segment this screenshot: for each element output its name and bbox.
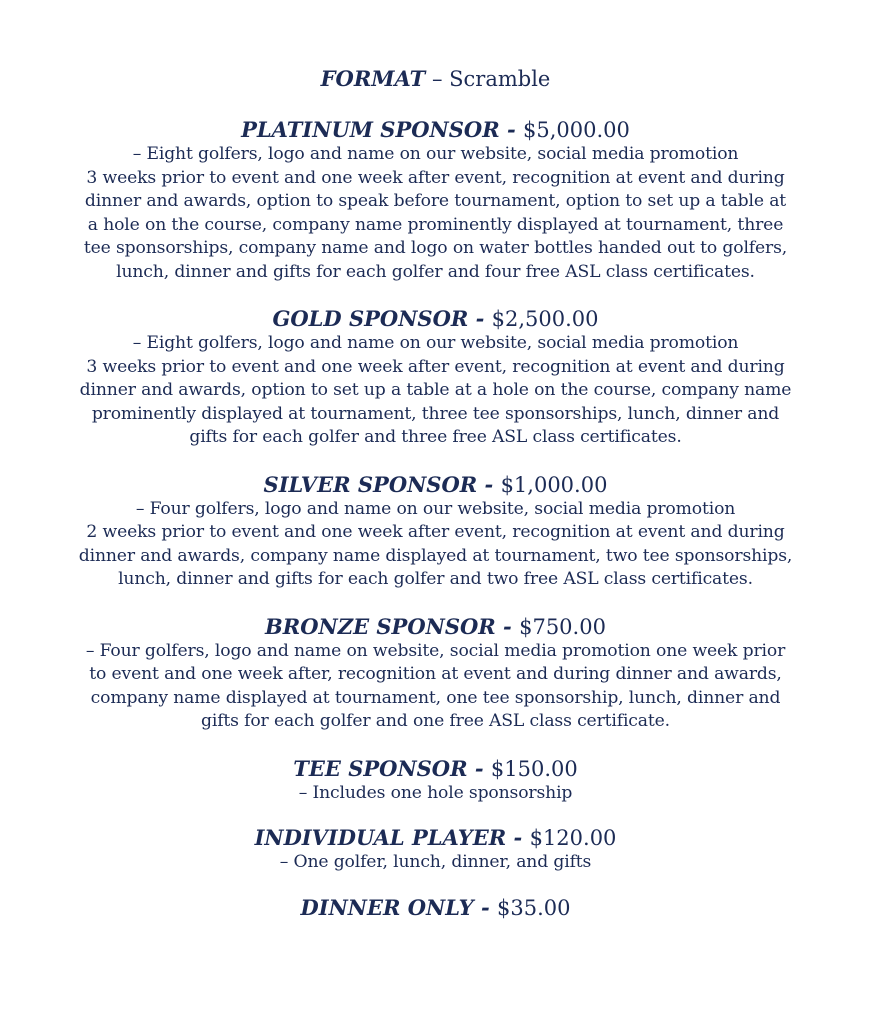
platinum-sponsor-title: PLATINUM SPONSOR (241, 117, 500, 142)
individual-player-heading (36, 825, 835, 851)
format-separator: – (425, 67, 450, 91)
bronze-sponsor-title: BRONZE SPONSOR (265, 613, 496, 639)
platinum-sponsor-price: $5,000.00 (523, 118, 630, 142)
gold-sponsor-line: prominently displayed at tournament, three tee sponsorships, lunch, dinner and (91, 403, 780, 424)
bronze-sponsor-line: company name displayed at tournament, one tee sponsorship, lunch, dinner and (90, 687, 781, 708)
gold-sponsor-line: gifts for each golfer and three free ASL class certificates. (189, 427, 682, 447)
platinum-sponsor-line: a hole on the course, company name prominently displayed at tournament, three (87, 214, 784, 235)
gold-sponsor-separator: - (468, 306, 492, 331)
gold-sponsor-line: dinner and awards, option to set up a table at a hole on the course, company name (79, 380, 792, 400)
gold-sponsor-block (36, 306, 835, 450)
individual-player-separator: - (506, 825, 530, 850)
format-title: FORMAT (320, 66, 426, 91)
bronze-sponsor-block (36, 614, 835, 734)
bronze-sponsor-price: $750.00 (519, 614, 606, 639)
tee-sponsor-title: TEE SPONSOR (293, 755, 468, 781)
bronze-sponsor-line: gifts for each golfer and one free ASL class certificate. (201, 711, 670, 731)
tee-sponsor-line: – Includes one hole sponsorship (298, 782, 573, 803)
gold-sponsor-price: $2,500.00 (491, 307, 599, 331)
platinum-sponsor-line: dinner and awards, option to speak before tournament, option to set up a table at (84, 191, 787, 211)
dinner-only-title: DINNER ONLY (300, 894, 474, 920)
bronze-sponsor-line: to event and one week after, recognition at event and during dinner and awards, (89, 664, 782, 684)
gold-sponsor-heading (36, 306, 835, 332)
platinum-sponsor-line: 3 weeks prior to event and one week after event, recognition at event and during (86, 167, 785, 188)
platinum-sponsor-line: tee sponsorships, company name and logo on water bottles handed out to golfers, (83, 238, 788, 258)
individual-player-price: $120.00 (529, 826, 617, 850)
platinum-sponsor-line: – Eight golfers, logo and name on our website, social media promotion (132, 144, 739, 164)
dinner-only-separator: - (473, 894, 497, 920)
bronze-sponsor-separator: - (495, 613, 520, 639)
tee-sponsor-heading (36, 756, 835, 782)
bronze-sponsor-line: – Four golfers, logo and name on website, social media promotion one week prior (85, 640, 786, 661)
gold-sponsor-line: – Eight golfers, logo and name on our website, social media promotion (132, 333, 739, 353)
format-heading (36, 66, 835, 92)
format-value: Scramble (449, 67, 551, 91)
silver-sponsor-price: $1,000.00 (500, 472, 608, 497)
silver-sponsor-line: lunch, dinner and gifts for each golfer and two free ASL class certificates. (118, 569, 753, 589)
dinner-only-price: $35.00 (496, 895, 571, 920)
individual-player-title: INDIVIDUAL PLAYER (254, 825, 507, 850)
bronze-sponsor-heading (36, 614, 835, 640)
tee-sponsor-price: $150.00 (490, 756, 578, 781)
platinum-sponsor-line: lunch, dinner and gifts for each golfer and four free ASL class certificates. (116, 261, 755, 282)
tee-sponsor-block (36, 756, 835, 806)
individual-player-line: – One golfer, lunch, dinner, and gifts (279, 852, 592, 872)
silver-sponsor-title: SILVER SPONSOR (263, 471, 478, 497)
silver-sponsor-line: – Four golfers, logo and name on our website, social media promotion (135, 498, 736, 519)
gold-sponsor-line: 3 weeks prior to event and one week after event, recognition at event and during (86, 356, 785, 377)
gold-sponsor-title: GOLD SPONSOR (272, 306, 469, 331)
tee-sponsor-separator: - (467, 755, 491, 781)
silver-sponsor-line: 2 weeks prior to event and one week after event, recognition at event and during (86, 522, 785, 542)
individual-player-block (36, 825, 835, 875)
format-block (36, 66, 835, 92)
silver-sponsor-block (36, 472, 835, 592)
silver-sponsor-heading (36, 472, 835, 498)
dinner-only-heading (36, 895, 835, 921)
dinner-only-block (36, 895, 835, 921)
silver-sponsor-line: dinner and awards, company name displayed at tournament, two tee sponsorships, (78, 545, 793, 566)
platinum-sponsor-block (36, 117, 835, 284)
platinum-sponsor-heading (36, 117, 835, 143)
platinum-sponsor-separator: - (499, 117, 524, 142)
silver-sponsor-separator: - (477, 471, 501, 497)
